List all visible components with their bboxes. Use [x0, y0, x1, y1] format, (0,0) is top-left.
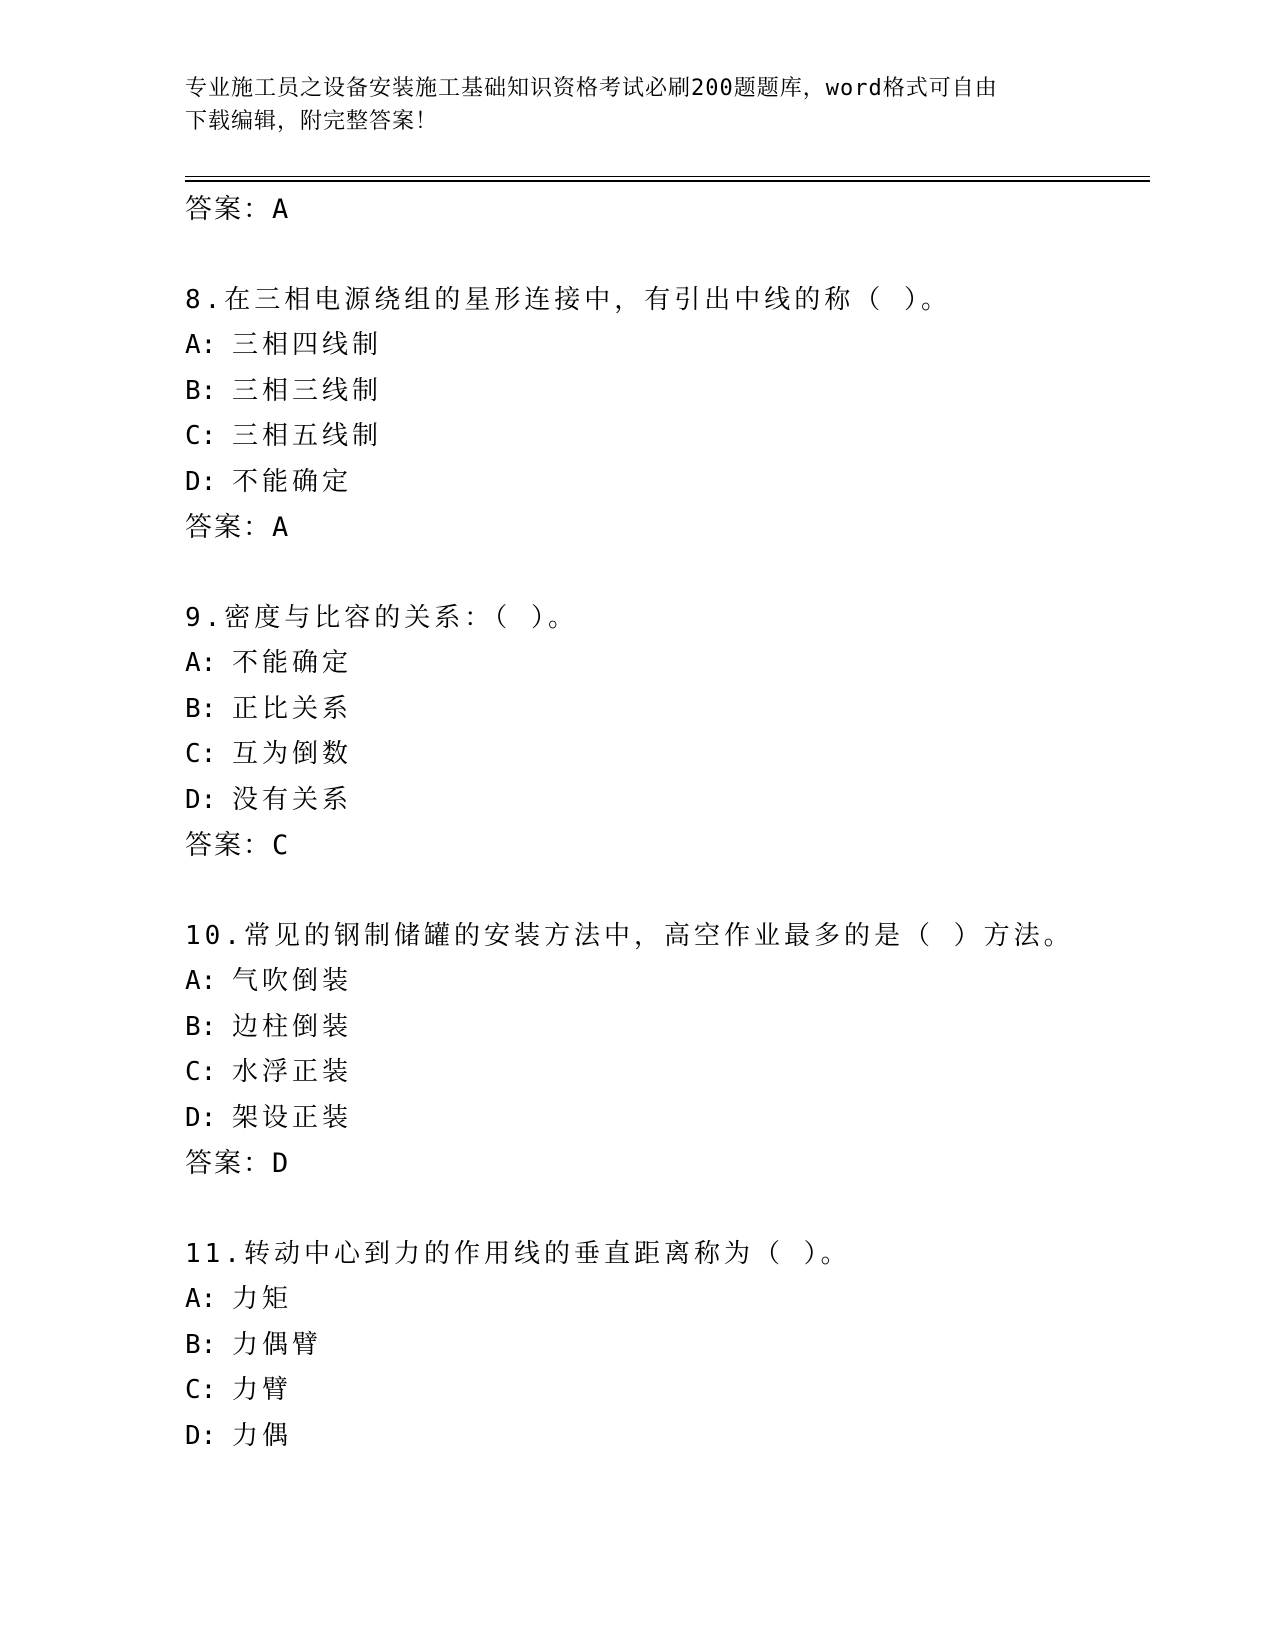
option-letter: A:: [185, 648, 217, 678]
question-11: [185, 1232, 1145, 1460]
option-letter: D:: [185, 1420, 217, 1451]
option-text: 没有关系: [232, 784, 353, 815]
option-text: 三相五线制: [232, 421, 383, 451]
option-text: 不能确定: [232, 648, 353, 678]
spacer: [185, 551, 1145, 596]
option-letter: C:: [185, 1375, 217, 1405]
option-d: [185, 1414, 1145, 1460]
header-divider-thick: [185, 180, 1150, 182]
option-letter: C:: [185, 421, 217, 451]
question-stem: 9.密度与比容的关系：（ ）。: [185, 602, 578, 633]
answer-line: 答案：C: [185, 830, 291, 861]
spacer: [185, 869, 1145, 914]
option-letter: A:: [185, 1284, 217, 1314]
option-letter: B:: [185, 693, 217, 724]
option-text: 力臂: [232, 1375, 293, 1405]
option-c: [185, 1368, 1145, 1414]
option-a: [185, 641, 1145, 687]
option-letter: A:: [185, 966, 217, 996]
option-text: 边柱倒装: [232, 1011, 353, 1042]
answer-line: 答案：D: [185, 1148, 291, 1179]
option-b: [185, 1323, 1145, 1369]
question-stem: 11.转动中心到力的作用线的垂直距离称为（ ）。: [185, 1238, 851, 1269]
option-b: [185, 369, 1145, 415]
option-d: [185, 1096, 1145, 1142]
option-text: 力矩: [232, 1284, 293, 1314]
option-letter: C:: [185, 1057, 217, 1087]
option-text: 力偶臂: [232, 1329, 323, 1360]
question-8: [185, 278, 1145, 551]
option-text: 气吹倒装: [232, 966, 353, 996]
header-divider-thin: [185, 176, 1150, 177]
spacer: [185, 1187, 1145, 1232]
question-10: [185, 914, 1145, 1187]
option-text: 力偶: [232, 1420, 293, 1451]
answer-line-prev: 答案：A: [185, 194, 291, 225]
option-text: 水浮正装: [232, 1057, 353, 1087]
option-c: [185, 414, 1145, 460]
option-b: [185, 687, 1145, 733]
option-a: [185, 959, 1145, 1005]
question-list: [185, 187, 1145, 1459]
option-letter: B:: [185, 375, 217, 406]
option-text: 三相三线制: [232, 375, 383, 406]
spacer: [185, 233, 1145, 278]
option-c: [185, 732, 1145, 778]
option-letter: C:: [185, 739, 217, 769]
option-text: 不能确定: [232, 466, 353, 497]
option-a: [185, 1277, 1145, 1323]
question-stem: 10.常见的钢制储罐的安装方法中，高空作业最多的是（ ）方法。: [185, 920, 1074, 951]
option-text: 三相四线制: [232, 330, 383, 360]
option-text: 架设正装: [232, 1102, 353, 1133]
document-header: [185, 72, 1065, 138]
option-a: [185, 323, 1145, 369]
option-letter: D:: [185, 784, 217, 815]
answer-line: 答案：A: [185, 512, 291, 543]
header-line-1: 专业施工员之设备安装施工基础知识资格考试必刷200题题库，word格式可自由: [185, 76, 998, 101]
option-b: [185, 1005, 1145, 1051]
option-c: [185, 1050, 1145, 1096]
header-line-2: 下载编辑，附完整答案！: [185, 109, 439, 134]
option-text: 正比关系: [232, 693, 353, 724]
option-letter: D:: [185, 466, 217, 497]
option-d: [185, 778, 1145, 824]
question-stem: 8.在三相电源绕组的星形连接中，有引出中线的称（ ）。: [185, 284, 951, 315]
option-d: [185, 460, 1145, 506]
option-letter: D:: [185, 1102, 217, 1133]
question-9: [185, 596, 1145, 869]
option-letter: B:: [185, 1011, 217, 1042]
option-text: 互为倒数: [232, 739, 353, 769]
option-letter: B:: [185, 1329, 217, 1360]
option-letter: A:: [185, 330, 217, 360]
